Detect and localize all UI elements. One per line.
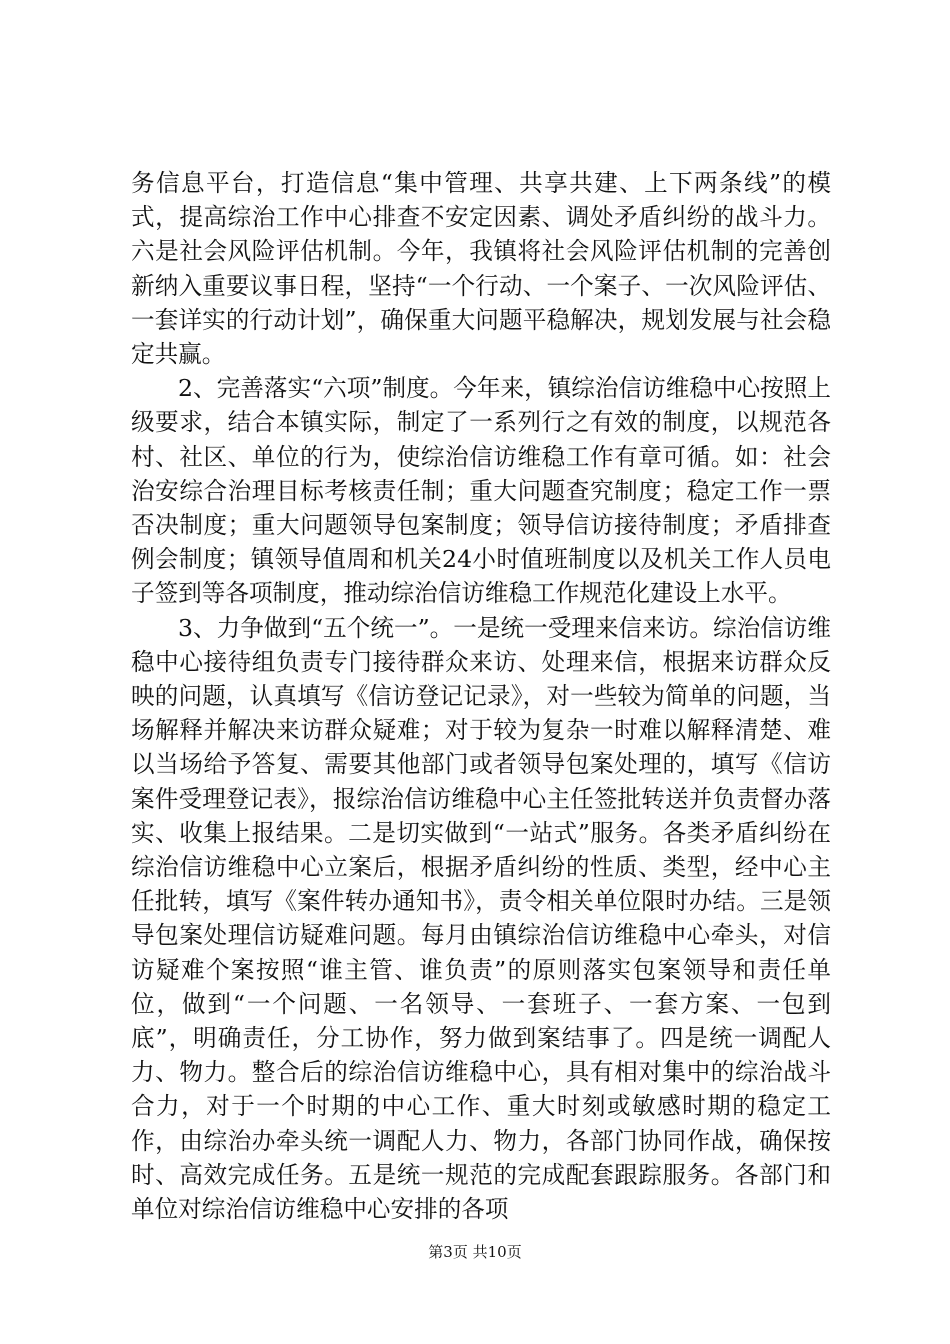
document-body xyxy=(131,166,831,1226)
paragraph-continued: 务信息平台，打造信息“集中管理、共享共建、上下两条线”的模式，提高综治工作中心排查不安定因素、调处矛盾纠纷的战斗力。六是社会风险评估机制。今年，我镇将社会风险评估机制的完善创新纳入重要议事日程，坚持“一个行动、一个案子、一次风险评估、一套详实的行动计划”，确保重大问题平稳解决，规划发展与社会稳定共赢。 xyxy=(131,169,831,369)
paragraph-2-six-systems: 2、完善落实“六项”制度。今年来，镇综治信访维稳中心按照上级要求，结合本镇实际，制定了一系列行之有效的制度，以规范各村、社区、单位的行为，使综治信访维稳工作有章可循。如：社会治安综合治理目标考核责任制；重大问题查究制度；稳定工作一票否决制度；重大问题领导包案制度；领导信访接待制度；矛盾排查例会制度；镇领导值周和机关24小时值班制度以及机关工作人员电子签到等各项制度，推动综治信访维稳工作规范化建设上水平。 xyxy=(131,374,831,608)
paragraph-3-five-unifications: 3、力争做到“五个统一”。一是统一受理来信来访。综治信访维稳中心接待组负责专门接待群众来访、处理来信，根据来访群众反映的问题，认真填写《信访登记记录》，对一些较为简单的问题，当场解释并解决来访群众疑难；对于较为复杂一时难以解释清楚、难以当场给予答复、需要其他部门或者领导包案处理的，填写《信访案件受理登记表》，报综治信访维稳中心主任签批转送并负责督办落实、收集上报结果。二是切实做到“一站式”服务。各类矛盾纠纷在综治信访维稳中心立案后，根据矛盾纠纷的性质、类型，经中心主任批转，填写《案件转办通知书》，责令相关单位限时办结。三是领导包案处理信访疑难问题。每月由镇综治信访维稳中心牵头，对信访疑难个案按照“谁主管、谁负责”的原则落实包案领导和责任单位，做到“一个问题、一名领导、一套班子、一套方案、一包到底”，明确责任，分工协作，努力做到案结事了。四是统一调配人力、物力。整合后的综治信访维稳中心，具有相对集中的综治战斗合力，对于一个时期的中心工作、重大时刻或敏感时期的稳定工作，由综治办牵头统一调配人力、物力，各部门协同作战，确保按时、高效完成任务。五是统一规范的完成配套跟踪服务。各部门和单位对综治信访维稳中心安排的各项 xyxy=(131,613,831,1224)
page-footer: 第3页 共10页 xyxy=(428,1243,522,1261)
